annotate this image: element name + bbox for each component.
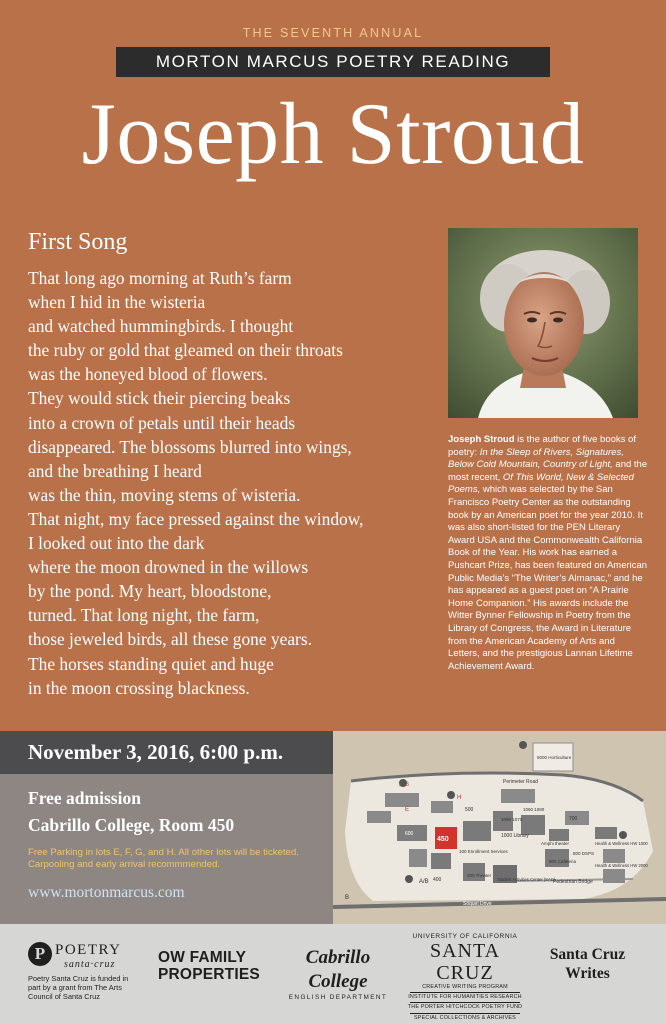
map-building-label: 700: [569, 816, 578, 822]
map-building-label: 1000 Library: [501, 833, 529, 839]
map-lot-label: B: [345, 895, 350, 901]
map-lot-label: F/G: [399, 782, 409, 788]
ucsc-program: SPECIAL COLLECTIONS & ARCHIVES: [414, 1014, 516, 1021]
map-building-label: 500: [465, 807, 474, 813]
poem-line: by the pond. My heart, bloodstone,: [28, 581, 272, 602]
poem-line: turned. That long night, the farm,: [28, 605, 260, 626]
map-building-label: 5000 Horticulture: [537, 755, 572, 760]
website-link[interactable]: www.mortonmarcus.com: [28, 884, 185, 901]
sponsor-footer: [0, 924, 666, 1024]
poetry-logo-sub: santa·cruz: [64, 959, 116, 970]
map-building-label: 800 DSPS: [573, 851, 595, 856]
ucsc-divider: [410, 1002, 520, 1003]
ucsc-divider: [410, 1013, 520, 1014]
map-building-label: Amphi theater: [541, 841, 570, 846]
poem-line: where the moon drowned in the willows: [28, 557, 309, 578]
poem-line: into a crown of petals until their heads: [28, 412, 296, 433]
poem-line: when I hid in the wisteria: [28, 292, 206, 313]
cabrillo-department: ENGLISH DEPARTMENT: [288, 994, 388, 1001]
poem-line: disappeared. The blossoms blurred into wings,: [28, 436, 352, 457]
poem-line: those jeweled birds, all these gone years.: [28, 629, 312, 650]
bio-text: which was selected by the San Francisco Poetry Center as the outstanding book by an American poet for the year 2010. It was also short-listed for the PEN Literary Award USA and the Commonwealth California Book of the Year. His work has earned a Pushcart Prize, has been featured on American Public Media’s “The Writer’s Almanac,” and he has appeared as a guest poet on “A Prairie Home Companion.” His awards include the Witter Bynner Fellowship in Poetry from the Library of Congress, the Award in Literature from the American Academy of Arts and Letters, and the prestigious Lannan Lifetime Achievement Award.: [448, 484, 648, 672]
poem-line: and watched hummingbirds. I thought: [28, 316, 294, 337]
ucsc-program: THE PORTER HITCHCOCK POETRY FUND: [407, 1004, 523, 1011]
map-building-label: 100 Enrollment Services: [459, 849, 508, 854]
map-road-label: Soquel Drive: [463, 901, 492, 907]
bio-books: In the Sleep of Rivers, Signatures, Below Cold Mountain, Country of Light,: [448, 446, 624, 471]
poetry-logo-word: POETRY: [55, 942, 122, 958]
poem-title: First Song: [28, 229, 128, 255]
poem-body: [28, 266, 438, 700]
bio-text: and the most recent,: [448, 459, 648, 483]
bio-recent-book: Of This World, New & Selected Poems,: [448, 471, 634, 496]
map-building-label: 600: [405, 831, 414, 837]
poem-line: That long ago morning at Ruth’s farm: [28, 268, 292, 288]
poem-line: That night, my face pressed against the window,: [28, 508, 364, 529]
poet-name: Joseph Stroud: [81, 86, 585, 183]
santa-cruz-writes-logo: [540, 945, 635, 983]
poem-line: The horses standing quiet and huge: [28, 653, 274, 674]
poet-photo: [448, 228, 638, 418]
map-building-label: Student Activities Center (SAC): [497, 877, 556, 882]
map-road-label: Perimeter Road: [503, 779, 539, 785]
map-road-label: Pedestrian Bridge: [553, 879, 593, 885]
poem-line: They would stick their piercing beaks: [28, 388, 291, 409]
portrait-image: [448, 228, 638, 418]
scw-line: Writes: [565, 965, 610, 982]
poem-line: in the moon crossing blackness.: [28, 677, 250, 698]
scw-line: Santa Cruz: [549, 946, 626, 963]
map-lot-label: E: [405, 807, 410, 813]
poem-line: and the breathing I heard: [28, 460, 202, 481]
poem-line: the ruby or gold that gleamed on their throats: [28, 340, 343, 361]
annual-label: THE SEVENTH ANNUAL: [242, 26, 424, 40]
parking-note: Free Parking in lots E, F, G, and H. All other lots will be ticketed. Carpooling and early arrival recommmended.: [28, 847, 299, 870]
bio-text: is the author of five books of poetry:: [448, 434, 636, 458]
map-building-label: Health & Wellness HW 2000: [595, 863, 648, 868]
map-lot-label: A/B: [419, 879, 429, 885]
ucsc-divider: [410, 992, 520, 993]
map-room-450: 450: [437, 836, 449, 843]
bio-name: Joseph Stroud: [448, 434, 515, 445]
poetry-p-icon: [28, 942, 52, 966]
map-building-label: 1060 1080: [523, 807, 545, 812]
map-building-label: 200 Theater: [467, 873, 492, 878]
ucsc-name: SANTA CRUZ: [429, 940, 501, 984]
poetry-funding-note: Poetry Santa Cruz is funded in part by a grant from The Arts Council of Santa Cruz: [28, 974, 129, 1001]
admission-label: Free admission: [28, 788, 141, 808]
poem-line: I looked out into the dark: [28, 533, 205, 554]
series-title: MORTON MARCUS POETRY READING: [116, 47, 550, 77]
event-date: November 3, 2016, 6:00 p.m.: [0, 731, 333, 774]
ucsc-logo: [406, 933, 524, 1022]
poem-line: was the honeyed blood of flowers.: [28, 364, 268, 385]
map-building-label: Health & Wellness HW 1000: [595, 841, 648, 846]
map-building-label: 1090 1070: [501, 817, 523, 822]
campus-map-drawing: [333, 731, 666, 924]
ucsc-university: UNIVERSITY OF CALIFORNIA: [412, 933, 518, 940]
poet-bio: [448, 434, 648, 673]
map-building-label: 400: [433, 877, 442, 883]
poem-line: was the thin, moving stems of wisteria.: [28, 484, 301, 505]
ucsc-program: CREATIVE WRITING PROGRAM: [422, 984, 508, 990]
campus-map: [333, 731, 666, 924]
ucsc-program: INSTITUTE FOR HUMANITIES RESEARCH: [408, 994, 522, 1001]
map-lot-label: H: [457, 795, 462, 801]
cabrillo-logo: [283, 946, 393, 1001]
map-building-label: 900 Cafeteria: [549, 859, 577, 864]
cabrillo-logo-word: Cabrillo College: [305, 947, 371, 992]
ow-family-logo: OW FAMILY PROPERTIES: [158, 949, 260, 983]
event-location: Cabrillo College, Room 450: [28, 815, 235, 835]
event-panel: [0, 731, 333, 924]
